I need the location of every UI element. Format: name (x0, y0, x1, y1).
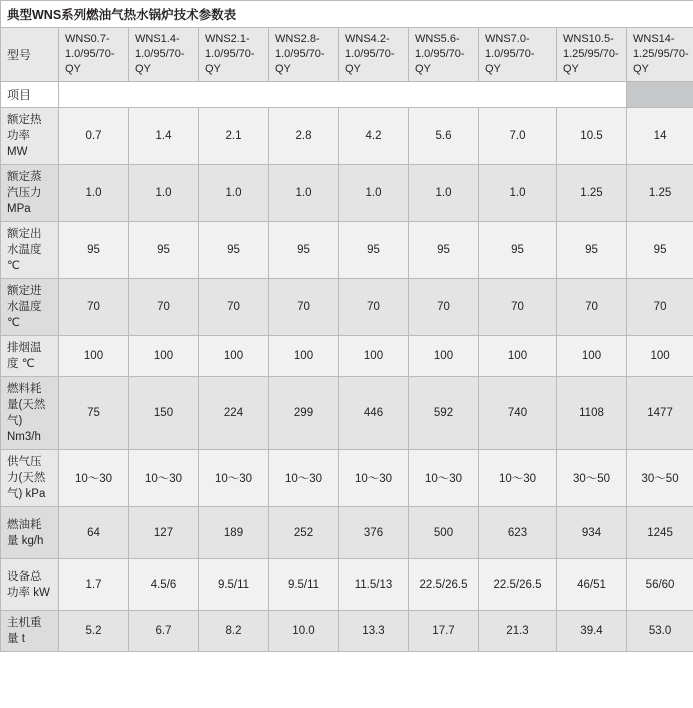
table-row (1, 222, 693, 279)
table-cell: 30～50 (557, 450, 627, 507)
row-label: 设备总功率 kW (1, 559, 59, 611)
table-cell: 1.25 (557, 165, 627, 222)
table-cell: 100 (479, 336, 557, 377)
model-header-9: WNS14-1.25/95/70-QY (627, 28, 693, 82)
table-cell: 75 (59, 377, 129, 450)
table-cell: 252 (269, 507, 339, 559)
model-header-7: WNS7.0-1.0/95/70-QY (479, 28, 557, 82)
table-cell: 10～30 (479, 450, 557, 507)
table-cell: 150 (129, 377, 199, 450)
table-cell: 224 (199, 377, 269, 450)
table-cell: 1.0 (269, 165, 339, 222)
table-cell: 70 (479, 279, 557, 336)
row-label: 额定进水温度 ℃ (1, 279, 59, 336)
table-cell: 64 (59, 507, 129, 559)
table-cell: 299 (269, 377, 339, 450)
table-cell: 70 (339, 279, 409, 336)
table-cell: 14 (627, 108, 693, 165)
table-cell: 10.0 (269, 611, 339, 652)
table-cell: 8.2 (199, 611, 269, 652)
table-row (1, 377, 693, 450)
row-label: 排烟温度 ℃ (1, 336, 59, 377)
table-cell: 100 (557, 336, 627, 377)
model-header-3: WNS2.1-1.0/95/70-QY (199, 28, 269, 82)
table-cell: 0.7 (59, 108, 129, 165)
table-cell: 95 (627, 222, 693, 279)
table-cell: 1.0 (409, 165, 479, 222)
table-cell: 1245 (627, 507, 693, 559)
table-cell: 100 (199, 336, 269, 377)
table-cell: 446 (339, 377, 409, 450)
table-cell: 1477 (627, 377, 693, 450)
table-cell: 934 (557, 507, 627, 559)
table-cell: 1108 (557, 377, 627, 450)
table-cell: 95 (269, 222, 339, 279)
table-header-row (1, 28, 693, 82)
table-cell: 1.4 (129, 108, 199, 165)
table-cell: 95 (409, 222, 479, 279)
table-cell: 100 (339, 336, 409, 377)
table-row (1, 450, 693, 507)
table-cell: 1.0 (199, 165, 269, 222)
table-cell: 10～30 (339, 450, 409, 507)
row-label: 燃油耗量 kg/h (1, 507, 59, 559)
table-row (1, 165, 693, 222)
table-cell: 100 (409, 336, 479, 377)
table-cell: 70 (269, 279, 339, 336)
table-row (1, 279, 693, 336)
row-label: 额定蒸汽压力 MPa (1, 165, 59, 222)
table-cell: 10～30 (59, 450, 129, 507)
table-row (1, 559, 693, 611)
table-cell: 6.7 (129, 611, 199, 652)
table-title-row (1, 1, 693, 28)
table-cell: 70 (199, 279, 269, 336)
table-cell: 22.5/26.5 (479, 559, 557, 611)
table-cell: 740 (479, 377, 557, 450)
table-cell: 9.5/11 (269, 559, 339, 611)
table-cell: 100 (627, 336, 693, 377)
table-cell: 10～30 (269, 450, 339, 507)
table-cell: 95 (557, 222, 627, 279)
table-cell: 500 (409, 507, 479, 559)
table-cell: 70 (627, 279, 693, 336)
model-header-5: WNS4.2-1.0/95/70-QY (339, 28, 409, 82)
table-row (1, 611, 693, 652)
table-cell: 21.3 (479, 611, 557, 652)
table-cell: 70 (557, 279, 627, 336)
table-cell: 46/51 (557, 559, 627, 611)
table-cell: 13.3 (339, 611, 409, 652)
table-cell: 70 (59, 279, 129, 336)
model-header-2: WNS1.4-1.0/95/70-QY (129, 28, 199, 82)
table-cell: 4.5/6 (129, 559, 199, 611)
table-cell: 22.5/26.5 (409, 559, 479, 611)
table-row (1, 336, 693, 377)
table-cell: 1.25 (627, 165, 693, 222)
table-cell: 100 (59, 336, 129, 377)
table-cell: 9.5/11 (199, 559, 269, 611)
table-cell: 623 (479, 507, 557, 559)
table-cell: 10～30 (129, 450, 199, 507)
row-label: 燃料耗量(天然气) Nm3/h (1, 377, 59, 450)
table-cell: 189 (199, 507, 269, 559)
table-row (1, 507, 693, 559)
table-cell: 4.2 (339, 108, 409, 165)
table-cell: 95 (199, 222, 269, 279)
table-cell: 1.0 (339, 165, 409, 222)
model-header-8: WNS10.5-1.25/95/70-QY (557, 28, 627, 82)
table-cell: 10.5 (557, 108, 627, 165)
model-header-4: WNS2.8-1.0/95/70-QY (269, 28, 339, 82)
model-label: 型号 (1, 28, 59, 82)
table-cell: 95 (129, 222, 199, 279)
table-cell: 56/60 (627, 559, 693, 611)
row-label: 额定热功率 MW (1, 108, 59, 165)
table-cell: 17.7 (409, 611, 479, 652)
table-cell: 70 (409, 279, 479, 336)
table-cell: 95 (479, 222, 557, 279)
section-band-accent (627, 82, 693, 108)
table-cell: 127 (129, 507, 199, 559)
table-cell: 7.0 (479, 108, 557, 165)
table-cell: 30～50 (627, 450, 693, 507)
table-cell: 95 (59, 222, 129, 279)
table-cell: 100 (129, 336, 199, 377)
model-header-1: WNS0.7-1.0/95/70-QY (59, 28, 129, 82)
table-cell: 53.0 (627, 611, 693, 652)
table-cell: 376 (339, 507, 409, 559)
row-label: 主机重量 t (1, 611, 59, 652)
table-cell: 10～30 (199, 450, 269, 507)
table-cell: 10～30 (409, 450, 479, 507)
table-cell: 1.0 (129, 165, 199, 222)
section-band-filler (59, 82, 627, 108)
page-title: 典型WNS系列燃油气热水锅炉技术参数表 (1, 1, 693, 28)
table-cell: 95 (339, 222, 409, 279)
table-cell: 11.5/13 (339, 559, 409, 611)
row-label: 额定出水温度 ℃ (1, 222, 59, 279)
model-header-6: WNS5.6-1.0/95/70-QY (409, 28, 479, 82)
table-cell: 39.4 (557, 611, 627, 652)
table-cell: 5.6 (409, 108, 479, 165)
row-label: 供气压力(天然气) kPa (1, 450, 59, 507)
table-cell: 1.0 (479, 165, 557, 222)
section-band-row (1, 82, 693, 108)
table-cell: 592 (409, 377, 479, 450)
section-label: 项目 (1, 82, 59, 108)
table-row (1, 108, 693, 165)
table-cell: 1.7 (59, 559, 129, 611)
table-cell: 2.8 (269, 108, 339, 165)
table-cell: 100 (269, 336, 339, 377)
table-cell: 1.0 (59, 165, 129, 222)
table-cell: 2.1 (199, 108, 269, 165)
table-cell: 5.2 (59, 611, 129, 652)
table-cell: 70 (129, 279, 199, 336)
